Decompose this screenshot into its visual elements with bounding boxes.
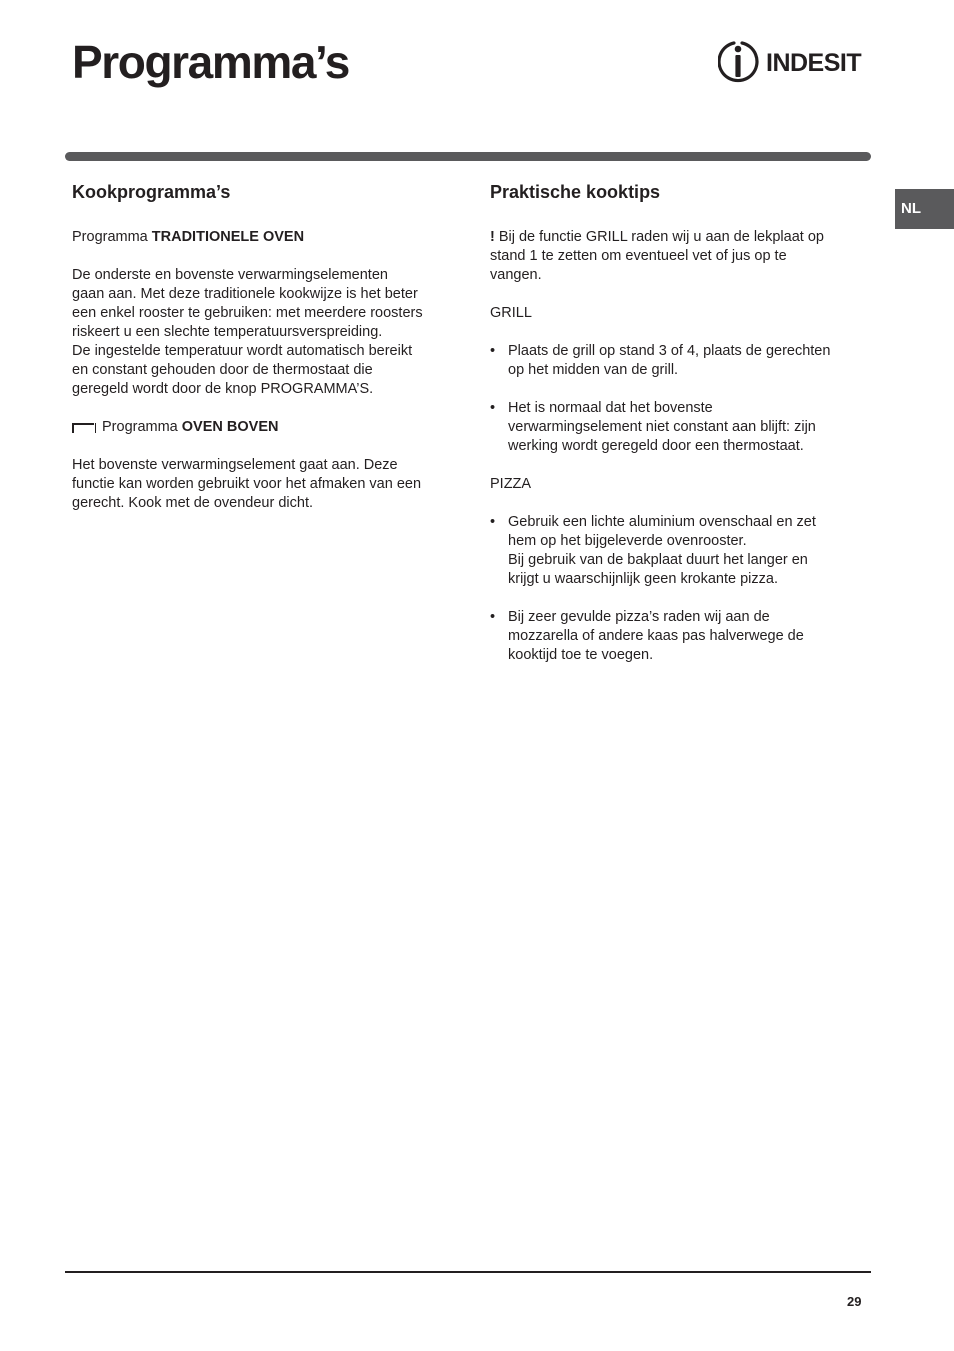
text-line: hem op het bijgeleverde ovenrooster. (508, 533, 747, 549)
cooking-programmes-column (72, 179, 452, 532)
text-line: mozzarella of andere kaas pas halverwege de (508, 628, 804, 644)
grill-warning (490, 228, 865, 285)
bullet-icon: • (490, 609, 496, 625)
list-item (490, 342, 865, 380)
text-line: stand 1 te zetten om eventueel vet of jus op te (490, 248, 787, 264)
text-line: Plaats de grill op stand 3 of 4, plaats de gerechten (508, 343, 831, 359)
text-line: Het bovenste verwarmingselement gaat aan. Deze (72, 457, 398, 473)
svg-text:INDESIT: INDESIT (766, 49, 862, 77)
warning-icon: ! (490, 229, 495, 245)
top-heating-element-icon (72, 422, 96, 433)
bullet-icon: • (490, 514, 496, 530)
text-line: en constant gehouden door de thermostaat die (72, 362, 373, 378)
bullet-icon: • (490, 400, 496, 416)
text-line: een enkel rooster te gebruiken: met meerdere roosters (72, 305, 423, 321)
text-line: op het midden van de grill. (508, 362, 679, 378)
text-line: gerecht. Kook met de ovendeur dicht. (72, 495, 314, 511)
programme-name: OVEN BOVEN (181, 419, 279, 435)
text-line: geregeld wordt door de knop PROGRAMMA’S. (72, 381, 374, 397)
list-item (490, 608, 865, 665)
text-line: Het is normaal dat het bovenste (508, 400, 713, 416)
grill-label: GRILL (490, 305, 532, 321)
language-tab: NL (895, 189, 954, 229)
text-line: Gebruik een lichte aluminium ovenschaal en zet (508, 514, 816, 530)
text-line: gaan aan. Met deze traditionele kookwijze is het beter (72, 286, 418, 302)
pizza-label: PIZZA (490, 476, 532, 492)
text-line: Bij gebruik van de bakplaat duurt het langer en (508, 552, 808, 568)
programme-prefix: Programma (72, 229, 148, 245)
text-line: Bij de functie GRILL raden wij u aan de lekplaat op (498, 229, 824, 245)
bullet-icon: • (490, 343, 496, 359)
text-line: verwarmingselement niet constant aan blijft: zijn (508, 419, 816, 435)
programme-oven-top-text (72, 456, 452, 513)
programme-name: TRADITIONELE OVEN (151, 229, 305, 245)
programme-oven-top-title (72, 418, 452, 437)
text-line: vangen. (490, 267, 542, 283)
footer-rule (65, 1271, 871, 1273)
text-line: werking wordt geregeld door een thermostaat. (508, 438, 804, 454)
list-item (490, 399, 865, 456)
text-line: Bij zeer gevulde pizza’s raden wij aan de (508, 609, 770, 625)
programme-prefix: Programma (102, 419, 178, 435)
indesit-logo (718, 40, 874, 84)
text-line: kooktijd toe te voegen. (508, 647, 654, 663)
section-heading-programmes: Kookprogramma’s (72, 182, 231, 202)
programme-traditional-oven-title (72, 228, 452, 247)
text-line: De onderste en bovenste verwarmingselementen (72, 267, 388, 283)
page-number: 29 (847, 1294, 862, 1309)
cooking-tips-column (490, 179, 865, 684)
text-line: krijgt u waarschijnlijk geen krokante pizza. (508, 571, 778, 587)
page-title: Programma’s (72, 36, 349, 88)
header-rule (65, 152, 871, 161)
section-heading-tips: Praktische kooktips (490, 182, 661, 202)
text-line: De ingestelde temperatuur wordt automatisch bereikt (72, 343, 413, 359)
text-line: riskeert u een slechte temperatuursverspreiding. (72, 324, 383, 340)
text-line: functie kan worden gebruikt voor het afmaken van een (72, 476, 422, 492)
list-item (490, 513, 865, 589)
programme-traditional-oven-text (72, 266, 452, 399)
